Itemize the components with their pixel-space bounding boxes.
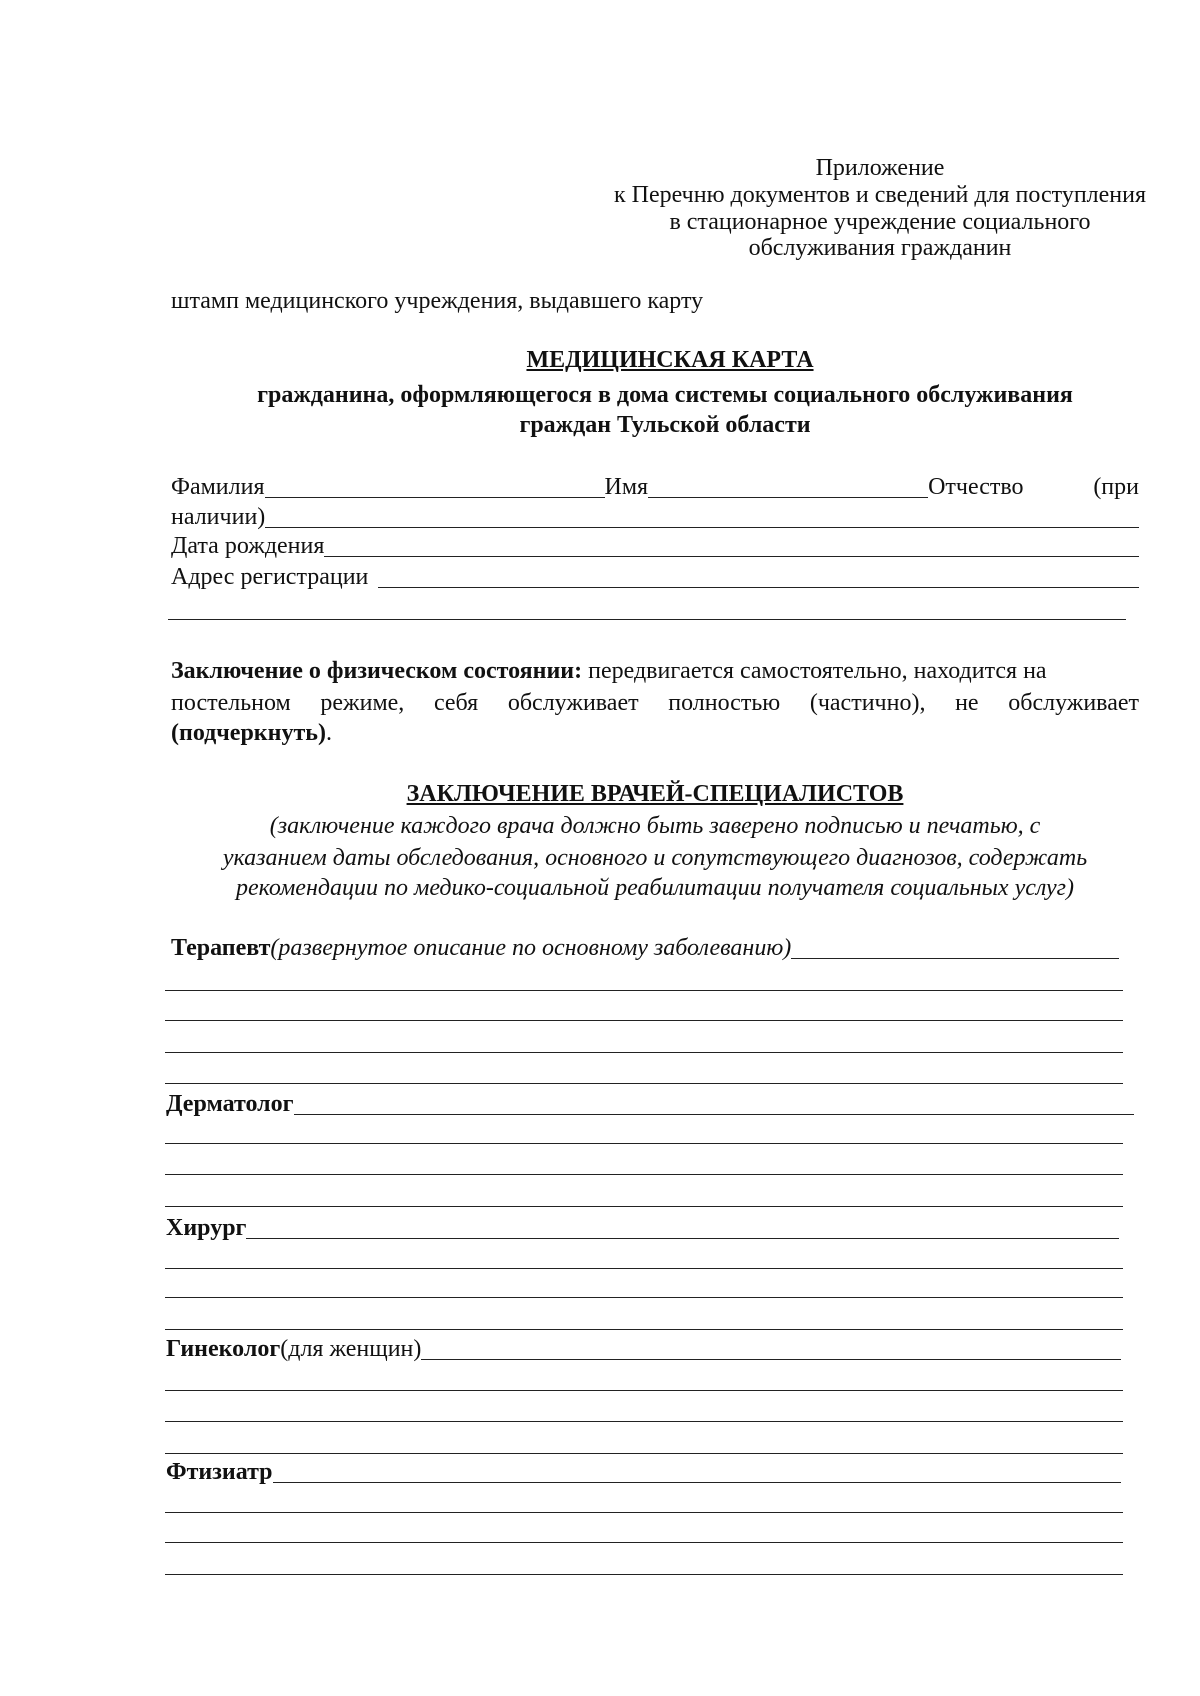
appendix-line-3: в стационарное учреждение социального: [669, 209, 1091, 235]
address-label: Адрес регистрации: [171, 564, 369, 590]
gynecologist-line[interactable]: [165, 1421, 1123, 1422]
name-label: Имя: [604, 474, 649, 500]
gynecologist-label: Гинеколог: [166, 1336, 281, 1362]
surname-field[interactable]: [265, 473, 605, 498]
document-subtitle-2: граждан Тульской области: [519, 412, 811, 438]
patronymic-field[interactable]: [265, 503, 1139, 528]
phthisiatrician-field[interactable]: [273, 1458, 1121, 1483]
name-row: [171, 472, 1139, 502]
specialists-note-1: (заключение каждого врача должно быть заверено подписью и печатью, с: [269, 813, 1041, 839]
phthisiatrician-line[interactable]: [165, 1574, 1123, 1575]
stamp-label: штамп медицинского учреждения, выдавшего карту: [171, 288, 704, 314]
dermatologist-label: Дерматолог: [166, 1091, 294, 1117]
dermatologist-line[interactable]: [165, 1143, 1123, 1144]
therapist-line[interactable]: [165, 1083, 1123, 1084]
gynecologist-line[interactable]: [165, 1453, 1123, 1454]
birth-date-label: Дата рождения: [171, 533, 325, 559]
surgeon-line[interactable]: [165, 1329, 1123, 1330]
therapist-note: (развернутое описание по основному заболеванию): [270, 935, 792, 961]
appendix-line-4: обслуживания гражданин: [748, 235, 1012, 261]
therapist-line[interactable]: [165, 1020, 1123, 1021]
surname-label: Фамилия: [171, 474, 265, 500]
document-subtitle-1: гражданина, оформляющегося в дома системы социального обслуживания: [257, 382, 1073, 408]
gynecologist-field[interactable]: [421, 1335, 1121, 1360]
physical-line-1: [171, 656, 1139, 686]
surgeon-line[interactable]: [165, 1268, 1123, 1269]
surgeon-label: Хирург: [166, 1215, 247, 1241]
therapist-line[interactable]: [165, 1052, 1123, 1053]
surgeon-field[interactable]: [246, 1214, 1119, 1239]
physical-text-1: передвигается самостоятельно, находится на: [582, 658, 1047, 684]
surgeon-row: [166, 1213, 1119, 1243]
gynecologist-line[interactable]: [165, 1390, 1123, 1391]
therapist-row: [171, 933, 1119, 963]
physical-line-3: [171, 718, 332, 748]
specialists-note-2: указанием даты обследования, основного и сопутствующего диагнозов, содержать: [222, 845, 1088, 871]
phthisiatrician-line[interactable]: [165, 1542, 1123, 1543]
patronymic-note: (при: [1093, 474, 1139, 500]
phthisiatrician-line[interactable]: [165, 1512, 1123, 1513]
address-row: [171, 562, 1139, 592]
appendix-line-2: к Перечню документов и сведений для поступления: [613, 182, 1147, 208]
dermatologist-field[interactable]: [294, 1090, 1134, 1115]
birth-date-field[interactable]: [324, 532, 1139, 557]
patronymic-row: [171, 502, 1139, 532]
physical-note: (подчеркнуть): [171, 720, 326, 746]
therapist-field[interactable]: [791, 934, 1119, 959]
address-field[interactable]: [378, 563, 1139, 588]
patronymic-label: Отчество: [928, 474, 1024, 500]
physical-end: .: [325, 720, 332, 746]
dermatologist-row: [166, 1089, 1134, 1119]
specialists-heading: ЗАКЛЮЧЕНИЕ ВРАЧЕЙ-СПЕЦИАЛИСТОВ: [406, 781, 904, 807]
name-field[interactable]: [648, 473, 928, 498]
appendix-line-1: Приложение: [815, 155, 945, 181]
specialists-note-3: рекомендации по медико-социальной реабилитации получателя социальных услуг): [235, 875, 1075, 901]
birth-date-row: [171, 531, 1139, 561]
address-field-cont[interactable]: [168, 619, 1126, 620]
phthisiatrician-row: [166, 1457, 1121, 1487]
physical-label: Заключение о физическом состоянии:: [171, 658, 583, 684]
therapist-label: Терапевт: [171, 935, 271, 961]
gynecologist-row: [166, 1334, 1121, 1364]
therapist-line[interactable]: [165, 990, 1123, 991]
gynecologist-note: (для женщин): [280, 1336, 422, 1362]
patronymic-note-cont: наличии): [171, 504, 266, 530]
dermatologist-line[interactable]: [165, 1174, 1123, 1175]
physical-text-2: постельном режиме, себя обслуживает полностью (частично), не обслуживает: [171, 690, 1139, 716]
document-title: МЕДИЦИНСКАЯ КАРТА: [526, 347, 814, 373]
surgeon-line[interactable]: [165, 1297, 1123, 1298]
phthisiatrician-label: Фтизиатр: [166, 1459, 273, 1485]
dermatologist-line[interactable]: [165, 1206, 1123, 1207]
